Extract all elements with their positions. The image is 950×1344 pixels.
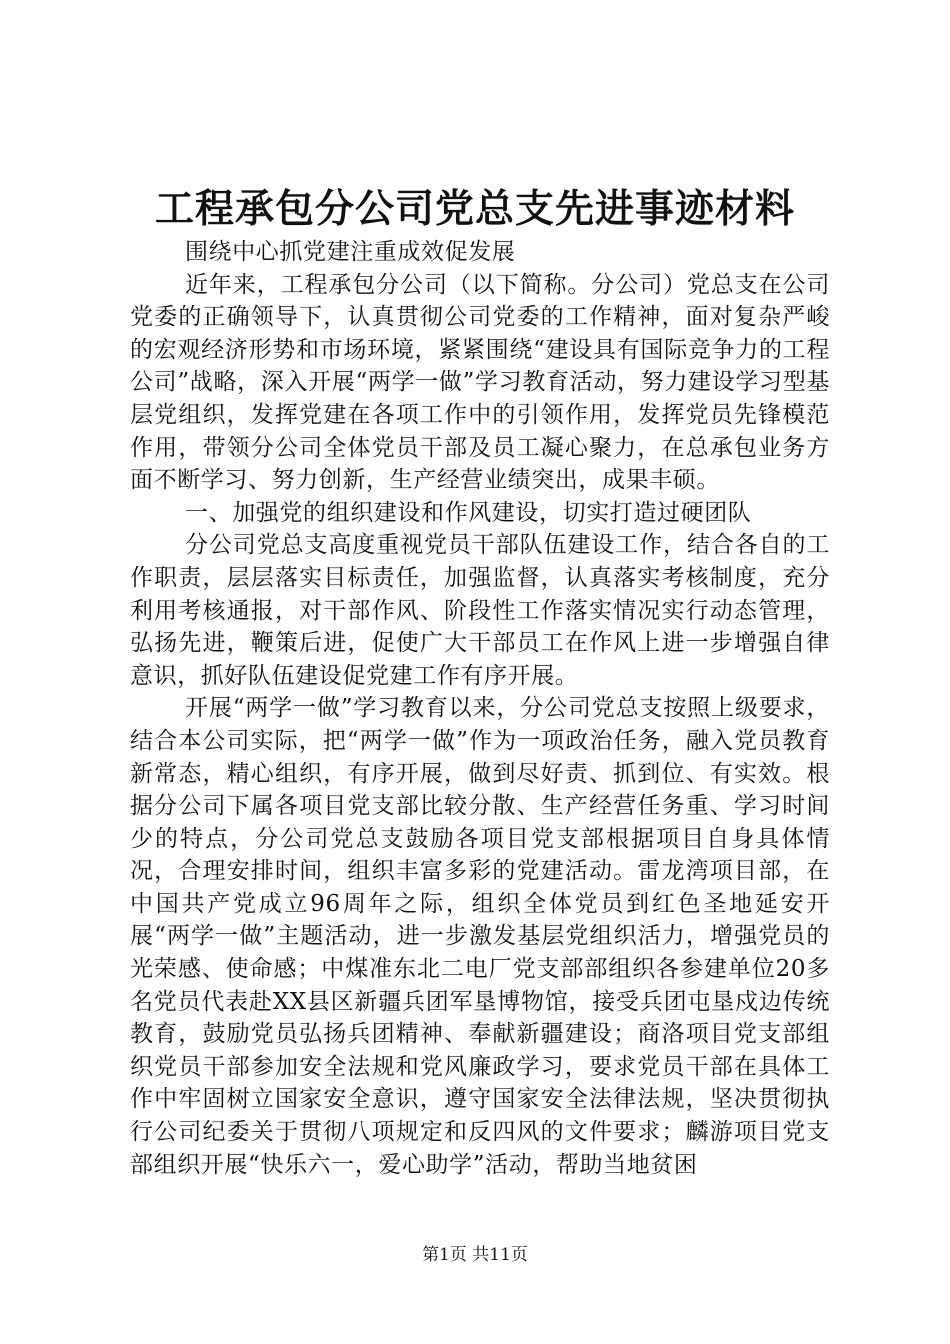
body-paragraph: 开展“两学一做”学习教育以来，分公司党总支按照上级要求，结合本公司实际，把“两学一做”作为一项政治任务，融入党员教育新常态，精心组织，有序开展，做到尽好责、抓到位、有实效。根据分公司下属各项目党支部比较分散、生产经营任务重、学习时间少的特点，分公司党总支鼓励各项目党支部根据项目自身具体情况，合理安排时间，组织丰富多彩的党建活动。雷龙湾项目部，在中国共产党成立96周年之际，组织全体党员到红色圣地延安开展“两学一做”主题活动，进一步激发基层党组织活力，增强党员的光荣感、使命感；中煤准东北二电厂党支部部组织各参建单位20多名党员代表赴XX县区新疆兵团军垦博物馆，接受兵团屯垦戍边传统教育，鼓励党员弘扬兵团精神、奉献新疆建设；商洛项目党支部组织党员干部参加安全法规和党风廉政学习，要求党员干部在具体工作中牢固树立国家安全意识，遵守国家安全法律法规，坚决贯彻执行公司纪委关于贯彻八项规定和反四风的文件要求；麟游项目党支部组织开展“快乐六一，爱心助学”活动，帮助当地贫困	[130, 695, 830, 1178]
body-paragraph: 分公司党总支高度重视党员干部队伍建设工作，结合各自的工作职责，层层落实目标责任，加强监督，认真落实考核制度，充分利用考核通报，对干部作风、阶段性工作落实情况实行动态管理，弘扬先进，鞭策后进，促使广大干部员工在作风上进一步增强自律意识，抓好队伍建设促党建工作有序开展。	[130, 532, 830, 689]
intro-paragraph: 近年来，工程承包分公司（以下简称。分公司）党总支在公司党委的正确领导下，认真贯彻公司党委的工作精神，面对复杂严峻的宏观经济形势和市场环境，紧紧围绕“建设具有国际竞争力的工程公司”战略，深入开展“两学一做”学习教育活动，努力建设学习型基层党组织，发挥党建在各项工作中的引领作用，发挥党员先锋模范作用，带领分公司全体党员干部及员工凝心聚力，在总承包业务方面不断学习、努力创新，生产经营业绩突出，成果丰硕。	[130, 271, 830, 494]
section-heading: 一、加强党的组织建设和作风建设，切实打造过硬团队	[185, 499, 752, 526]
document-title: 工程承包分公司党总支先进事迹材料	[154, 186, 795, 232]
document-body	[130, 236, 830, 1181]
subtitle-paragraph: 围绕中心抓党建注重成效促发展	[185, 239, 516, 265]
page-number-footer: 第1页 共11页	[422, 1245, 528, 1265]
